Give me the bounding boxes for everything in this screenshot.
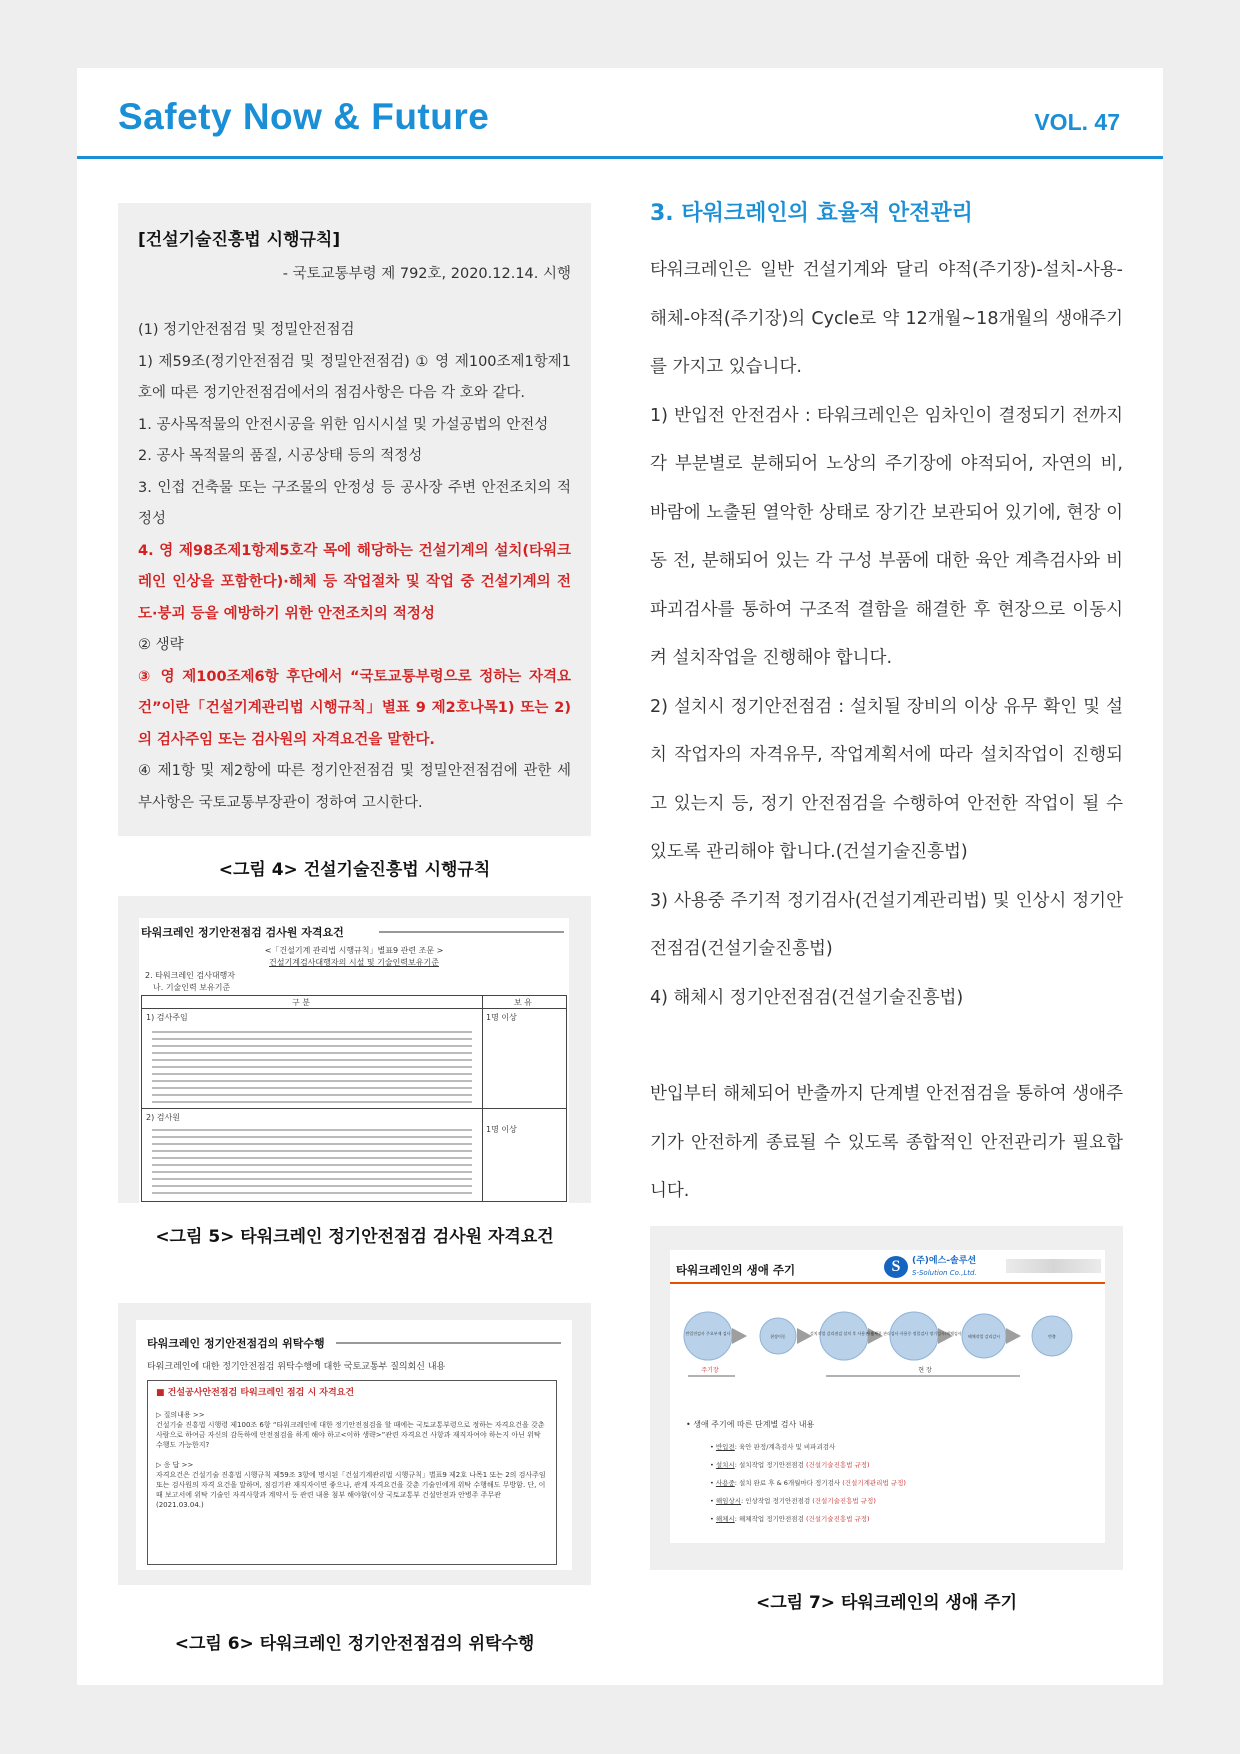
item-regulation: (건설기술진흥법 규정): [805, 1515, 870, 1523]
figure-5-table: [141, 995, 567, 1202]
figure-6-question-label: ▷ 질의내용 >>: [156, 1411, 205, 1419]
figure-7-brand-en: S-Solution Co.,Ltd.: [912, 1269, 977, 1277]
figure-7-title: 타워크레인의 생애 주기: [676, 1263, 796, 1277]
figure-6-question-text: 건설기술 진흥법 시행령 제100조 6항 “타워크레인에 대한 정기안전점검을 할 때에는 국토교통부령으로 정하는 자격요건을 갖춘 사람으로 하여금 자신의 감독하에 안전점검을 하게 해야 하고<이하 생략>”관련 자격요건 사항과 재직자여야 하는지 아닌 위탁 수행도 가능한지?: [156, 1421, 545, 1449]
lifecycle-step-circle: [684, 1312, 732, 1360]
span-label-storage: 주기장: [701, 1367, 719, 1374]
regulation-line-highlight: 4. 영 제98조제1항제5호각 목에 해당하는 건설기계의 설치(타워크레인 인상을 포함한다)·해체 등 작업절차 및 작업 중 건설기계의 전도·붕괴 등을 예방하기 위한 안전조치의 적정성: [138, 542, 571, 622]
regulation-line: ④ 제1항 및 제2항에 따른 정기안전점검 및 정밀안전점검에 관한 세부사항은 국토교통부장관이 정하여 고시한다.: [138, 763, 571, 811]
lifecycle-step-label: 반출: [1048, 1334, 1056, 1339]
section-paragraph: 반입부터 해체되어 반출까지 단계별 안전점검을 통하여 생애주기가 안전하게 종료될 수 있도록 종합적인 안전관리가 필요합니다.: [650, 1084, 1123, 1201]
figure-5-title: 타워크레인 정기안전점검 검사원 자격요건: [141, 926, 344, 939]
page: [77, 68, 1163, 1685]
lifecycle-step-label: 해체작업 감리감시: [967, 1334, 1001, 1339]
figure-7-list-title-text: 생애 주기에 따른 단계별 검사 내용: [693, 1420, 815, 1429]
lifecycle-list-item: • 해임상시: 인상작업 정기안전점검 (건설기술진흥법 규정): [710, 1497, 876, 1505]
regulation-title: [건설기술진흥법 시행규칙]: [138, 230, 341, 250]
item-key: 해임상시: [715, 1497, 742, 1505]
lifecycle-list-item: • 반입전: 육안 판정/계측검사 및 비파괴검사: [710, 1443, 836, 1451]
figure-5-col1: 구 분: [292, 998, 310, 1007]
figure-5-row2-value: 1명 이상: [486, 1125, 517, 1134]
item-key: 반입전: [715, 1443, 735, 1451]
lifecycle-list-item: • 설치시: 설치작업 정기안전점검 (건설기술진흥법 규정): [710, 1461, 870, 1469]
figure-7-brand: (주)에스-솔루션: [912, 1256, 977, 1266]
item-key: 사용중: [715, 1479, 735, 1487]
item-key: 설치시: [715, 1461, 735, 1469]
brand-logo-icon: S: [884, 1256, 908, 1278]
lifecycle-step-circle: [820, 1312, 868, 1360]
regulation-subtitle: - 국토교통부령 제 792호, 2020.12.14. 시행: [282, 266, 571, 282]
regulation-line: 3. 인접 건축물 또는 구조물의 안정성 등 공사장 주변 안전조치의 적정성: [138, 479, 571, 527]
life-cycle-diagram: [670, 1298, 1105, 1398]
figure-5-section: 2. 타워크레인 검사대행자: [145, 971, 235, 980]
figure-5-subtitle: <「건설기계 관리법 시행규칙」별표9 관련 조문 >: [264, 946, 444, 955]
arrow-right-icon: [732, 1328, 747, 1344]
section-heading: 3. 타워크레인의 효율적 안전관리: [650, 201, 973, 226]
volume-label: VOL. 47: [1034, 109, 1120, 135]
figure-5-row2-text: [152, 1124, 472, 1199]
figure-5-row1-value: 1명 이상: [486, 1013, 517, 1022]
section-paragraph: 4) 해체시 정기안전점검(건설기술진흥법): [650, 987, 964, 1008]
section-paragraph: 타워크레인은 일반 건설기계와 달리 야적(주기장)-설치-사용-해체-야적(주기장)의 Cycle로 약 12개월~18개월의 생애주기를 가지고 있습니다.: [650, 260, 1123, 377]
figure-6: [118, 1303, 591, 1585]
span-label-site: 현 장: [918, 1367, 932, 1374]
figure-5-table-header: [142, 996, 566, 1009]
regulation-line: (1) 정기안전점검 및 정밀안전점검: [138, 322, 355, 338]
section-body: [650, 246, 1123, 1216]
figure-5-section2: 나. 기술인력 보유기준: [153, 983, 231, 992]
certification-badges-icon: [1006, 1259, 1101, 1273]
figure-6-image: [136, 1320, 572, 1570]
figure-6-subtitle: 타워크레인에 대한 정기안전점검 위탁수행에 대한 국토교통부 질의회신 내용: [147, 1362, 446, 1372]
figure-4-caption: <그림 4> 건설기술진흥법 시행규칙: [218, 860, 491, 880]
figure-7-list: [710, 1438, 1100, 1528]
item-regulation: (건설기계관리법 규정): [842, 1479, 906, 1487]
figure-7-caption: <그림 7> 타워크레인의 생애 주기: [755, 1593, 1018, 1613]
figure-5-col2: 보 유: [514, 998, 532, 1007]
item-key: 해체시: [715, 1515, 735, 1523]
newsletter-title: Safety Now & Future: [118, 96, 490, 137]
figure-7-image: [670, 1250, 1105, 1543]
item-value: : 설치 완료 후 & 6개월마다 정기검사: [734, 1479, 843, 1487]
figure-6-box-title: ■ 건설공사안전점검 타워크레인 점검 시 자격요건: [156, 1388, 355, 1398]
figure-5: [118, 896, 591, 1203]
section-paragraph: 3) 사용중 주기적 정기검사(건설기계관리법) 및 인상시 정기안전점검(건설기술진흥법): [650, 890, 1123, 959]
lifecycle-list-item: • 해체시: 해체작업 정기안전점검 (건설기술진흥법 규정): [710, 1515, 870, 1523]
item-regulation: (건설기술진흥법 규정): [812, 1497, 876, 1505]
figure-5-image: [139, 918, 569, 1207]
lifecycle-step-label: 설치작업 감리점검 설치 후 사용전 검사: [809, 1331, 879, 1336]
figure-5-subtitle2: 건설기계검사대행자의 시설 및 기술인력보유기준: [269, 958, 439, 967]
section-paragraph: 2) 설치시 정기안전점검 : 설치될 장비의 이상 유무 확인 및 설치 작업자의 자격유무, 작업계획서에 따라 설치작업이 진행되고 있는지 등, 정기 안전점검을 수행하여 안전한 작업이 될 수 있도록 관리해야 합니다.(건설기술진흥법): [650, 696, 1123, 862]
figure-6-answer-box: [147, 1380, 557, 1565]
figure-5-row-divider: [142, 1108, 566, 1109]
regulation-line: 1) 제59조(정기안전점검 및 정밀안전점검) ① 영 제100조제1항제1호에 따른 정기안전점검에서의 점검사항은 다음 각 호와 같다.: [138, 353, 571, 401]
figure-5-col-divider: [482, 996, 483, 1201]
figure-5-row1-text: [152, 1026, 472, 1108]
figure-6-answer-text: 자격요건은 건설기술 진흥법 시행규칙 제59조 3항에 명시된「건설기계관리법 시행규칙」별표9 제2호 나목1 또는 2의 검사주임 또는 검사원의 자격 요건을 말하며, 점검기관 재직자이면 좋으나, 관계 자격요건을 갖춘 기술인에게 위탁 수행해도 무방함. 단, 이때 보고서에 위탁 기술인 자격사항과 계약서 등 관련 내용 첨부 해야함(이상 국토교통부 건설안전과 안병주 주무관(2021.03.04.): [156, 1471, 546, 1509]
figure-5-row1: 1) 검사주임: [146, 1013, 188, 1022]
figure-6-caption: <그림 6> 타워크레인 정기안전점검의 위탁수행: [174, 1634, 535, 1654]
figure-7-title-rule: [670, 1282, 1105, 1284]
header-divider: [77, 156, 1163, 159]
item-value: : 인상작업 정기안전점검: [741, 1497, 813, 1505]
figure-7-list-title: • 생애 주기에 따른 단계별 검사 내용: [686, 1420, 815, 1429]
lifecycle-step-label: 사용부품 관리검사 사용중 정밀검사 정기검사/해체검사: [866, 1331, 962, 1336]
regulation-box: [118, 203, 591, 836]
lifecycle-step-label: 반입전검사 주요부재 검사: [685, 1331, 731, 1336]
regulation-body: [138, 315, 571, 819]
figure-6-title-rule: [336, 1342, 561, 1344]
figure-5-title-rule: [379, 931, 564, 933]
figure-5-row2: 2) 검사원: [146, 1113, 180, 1122]
section-paragraph: 1) 반입전 안전검사 : 타워크레인은 임차인이 결정되기 전까지 각 부분별로 분해되어 노상의 주기장에 야적되어, 자연의 비, 바람에 노출된 열악한 상태로 장기간 보관되어 있기에, 현장 이동 전, 분해되어 있는 각 구성 부품에 대한 육안 계측검사와 비파괴검사를 통하여 구조적 결함을 해결한 후 현장으로 이동시켜 설치작업을 진행해야 합니다.: [650, 405, 1123, 668]
regulation-line: 1. 공사목적물의 안전시공을 위한 임시시설 및 가설공법의 안전성: [138, 416, 549, 433]
figure-6-answer-label: ▷ 응 답 >>: [156, 1461, 194, 1469]
item-value: : 설치작업 정기안전점검: [734, 1461, 806, 1469]
regulation-line-highlight: ③ 영 제100조제6항 후단에서 “국토교통부령으로 정하는 자격요건”이란「건설기계관리법 시행규칙」별표 9 제2호나목1) 또는 2)의 검사주임 또는 검사원의 자격요건을 말한다.: [138, 668, 571, 748]
figure-6-title: 타워크레인 정기안전점검의 위탁수행: [147, 1337, 325, 1350]
regulation-line: 2. 공사 목적물의 품질, 시공상태 등의 적정성: [138, 448, 423, 464]
figure-5-caption: <그림 5> 타워크레인 정기안전점검 검사원 자격요건: [155, 1227, 554, 1247]
lifecycle-list-item: • 사용중: 설치 완료 후 & 6개월마다 정기검사 (건설기계관리법 규정): [710, 1479, 906, 1487]
regulation-line: ② 생략: [138, 637, 184, 653]
item-value: : 해체작업 정기안전점검: [734, 1515, 806, 1523]
lifecycle-step-label: 현장이동: [770, 1334, 786, 1339]
item-regulation: (건설기술진흥법 규정): [805, 1461, 870, 1469]
item-value: : 육안 판정/계측검사 및 비파괴검사: [734, 1443, 836, 1451]
arrow-right-icon: [1006, 1328, 1021, 1344]
lifecycle-step-circle: [890, 1312, 938, 1360]
figure-7: [650, 1226, 1123, 1570]
